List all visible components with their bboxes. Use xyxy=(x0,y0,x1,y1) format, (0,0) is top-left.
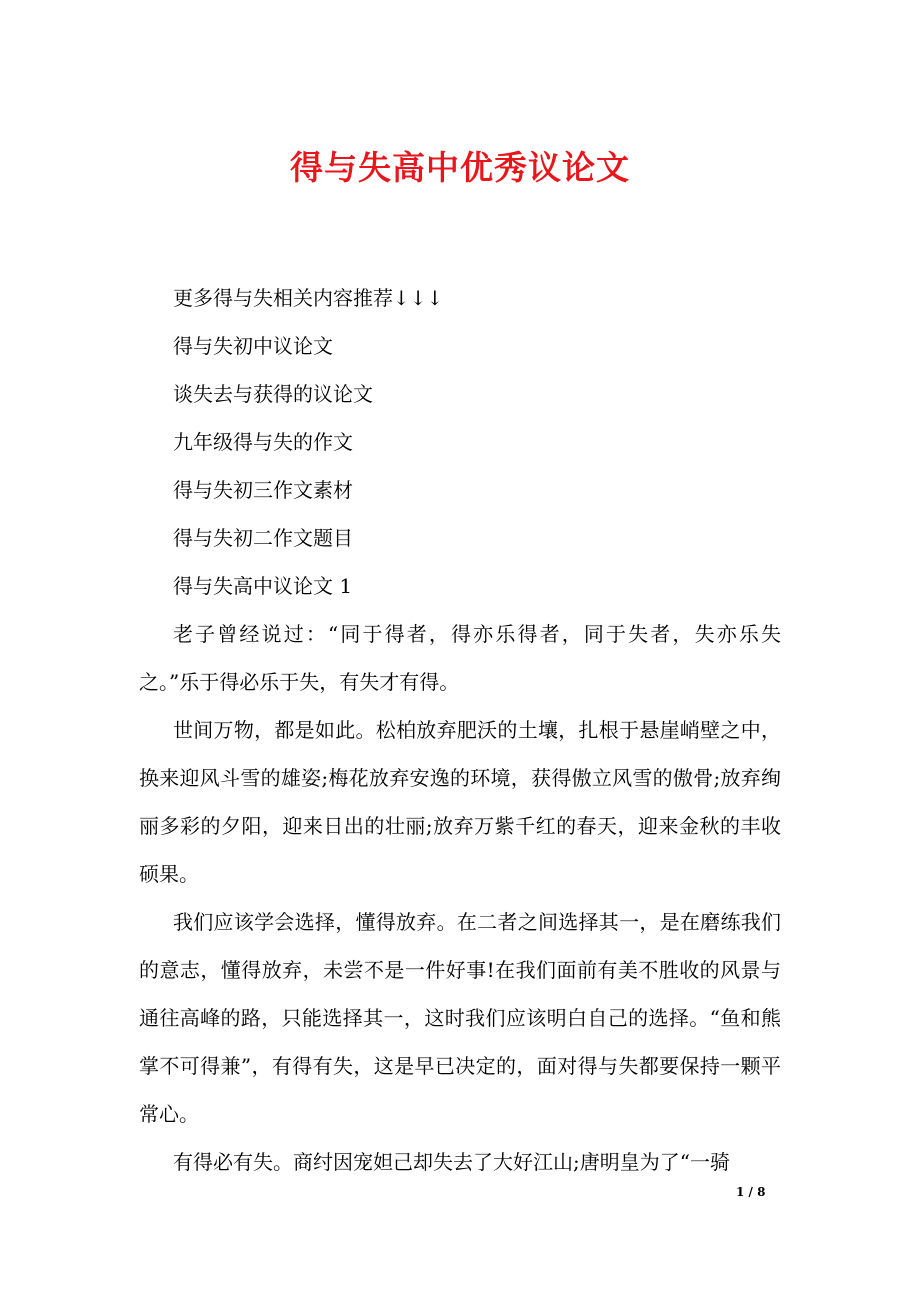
related-link[interactable]: 得与失初中议论文 xyxy=(173,334,333,358)
related-link[interactable]: 得与失初三作文素材 xyxy=(173,478,353,502)
related-link[interactable]: 谈失去与获得的议论文 xyxy=(173,382,373,406)
related-link[interactable]: 九年级得与失的作文 xyxy=(173,430,353,454)
paragraph: 老子曾经说过：“同于得者，得亦乐得者，同于失者，失亦乐失之。”乐于得必乐于失，有失才有得。 xyxy=(139,622,781,694)
document-body xyxy=(139,274,781,1186)
paragraph: 有得必有失。商纣因宠妲己却失去了大好江山;唐明皇为了“一骑 xyxy=(173,1150,730,1174)
paragraph: 我们应该学会选择，懂得放弃。在二者之间选择其一，是在磨练我们的意志，懂得放弃，未尝不是一件好事!在我们面前有美不胜收的风景与通往高峰的路，只能选择其一，这时我们应该明白自己的选择。“鱼和熊掌不可得兼”，有得有失，这是早已决定的，面对得与失都要保持一颗平常心。 xyxy=(139,910,781,1126)
section-heading: 得与失高中议论文 1 xyxy=(173,574,353,598)
paragraph: 世间万物，都是如此。松柏放弃肥沃的土壤，扎根于悬崖峭壁之中，换来迎风斗雪的雄姿;梅花放弃安逸的环境，获得傲立风雪的傲骨;放弃绚丽多彩的夕阳，迎来日出的壮丽;放弃万紫千红的春天，迎来金秋的丰收硕果。 xyxy=(139,718,781,886)
page-number: 1 / 8 xyxy=(736,1185,766,1199)
related-link[interactable]: 得与失初二作文题目 xyxy=(173,526,353,550)
document-title: 得与失高中优秀议论文 xyxy=(290,148,630,187)
related-intro: 更多得与失相关内容推荐↓↓↓ xyxy=(173,286,444,310)
